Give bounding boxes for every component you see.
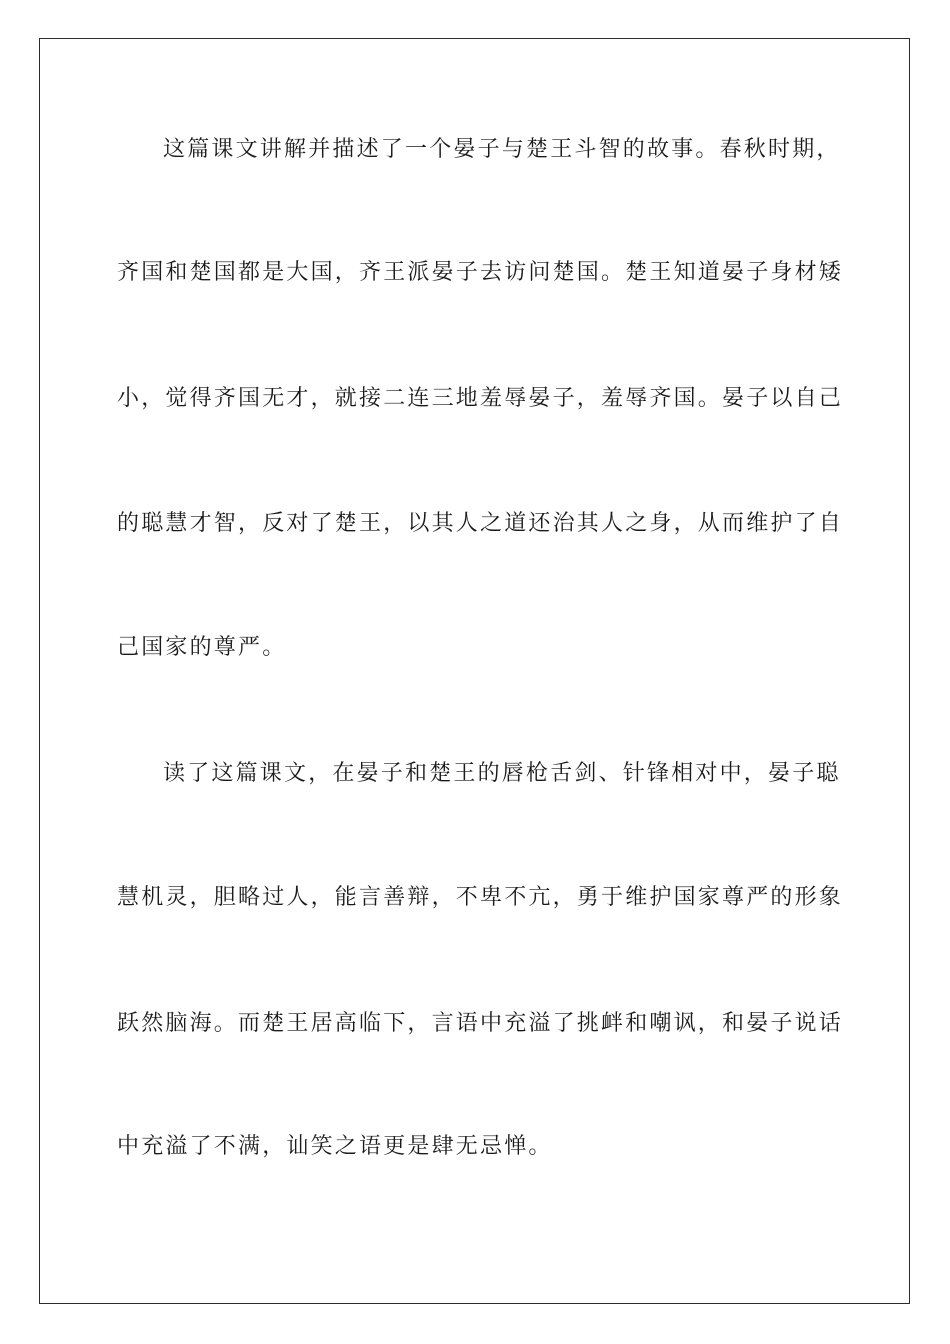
paragraph-line: 慧机灵，胆略过人，能言善辩，不卑不亢，勇于维护国家尊严的形象: [117, 885, 844, 910]
paragraph-line: 跃然脑海。而楚王居高临下，言语中充溢了挑衅和嘲讽，和晏子说话: [117, 1011, 844, 1036]
paragraph-line: 齐国和楚国都是大国，齐王派晏子去访问楚国。楚王知道晏子身材矮: [117, 260, 844, 285]
paragraph-line: 读了这篇课文，在晏子和楚王的唇枪舌剑、针锋相对中，晏子聪: [163, 761, 841, 786]
paragraph-line: 这篇课文讲解并描述了一个晏子与楚王斗智的故事。春秋时期，: [163, 137, 841, 162]
page-border: [39, 38, 910, 1304]
paragraph-line: 的聪慧才智，反对了楚王，以其人之道还治其人之身，从而维护了自: [117, 511, 844, 536]
paragraph-line: 中充溢了不满，讪笑之语更是肆无忌惮。: [117, 1134, 553, 1159]
paragraph-line: 己国家的尊严。: [117, 635, 287, 660]
paragraph-line: 小，觉得齐国无才，就接二连三地羞辱晏子，羞辱齐国。晏子以自己: [117, 386, 844, 411]
